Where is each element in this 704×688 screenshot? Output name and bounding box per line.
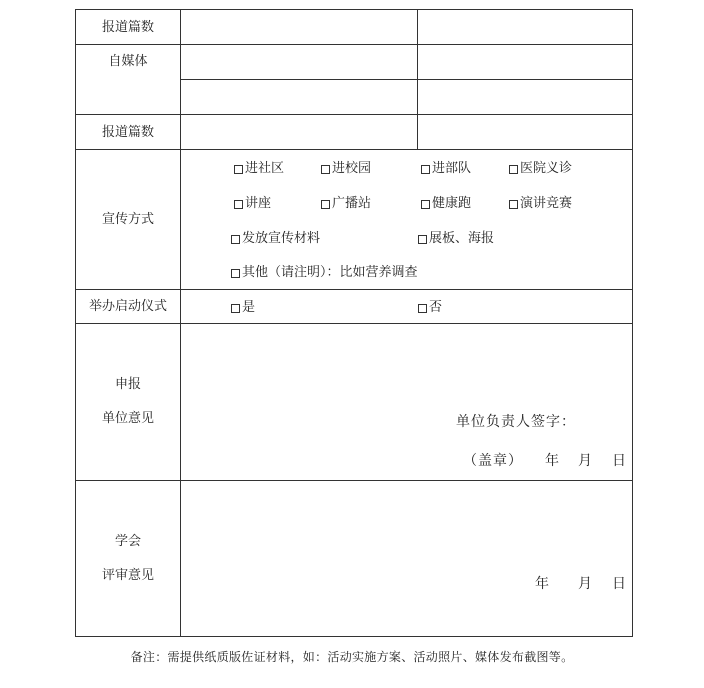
label-report-count-1: 报道篇数 [101,20,154,35]
option-health-run[interactable]: 健康跑 [421,196,471,212]
option-materials[interactable]: 发放宣传材料 [231,231,320,247]
checkbox-icon[interactable] [418,235,427,244]
row-divider [76,480,632,481]
footnote: 备注：需提供纸质版佐证材料，如：活动实施方案、活动照片、媒体发布截图等。 [130,650,574,664]
checkbox-icon[interactable] [234,165,243,174]
signature-label: 单位负责人签字： [456,414,576,430]
row-divider [76,323,632,324]
row-divider [76,114,632,115]
checkbox-icon[interactable] [509,165,518,174]
option-community[interactable]: 进社区 [234,161,284,177]
row-divider [76,149,632,150]
review-date-year: 年 [535,576,550,592]
review-date-day: 日 [612,576,627,592]
label-apply-opinion-2: 单位意见 [101,411,154,426]
option-lecture[interactable]: 讲座 [234,196,271,212]
label-apply-opinion-1: 申报 [114,377,141,392]
application-form-table [75,9,633,637]
option-clinic[interactable]: 医院义诊 [509,161,572,177]
option-campus[interactable]: 进校园 [321,161,371,177]
label-review-opinion-1: 学会 [114,534,141,549]
option-speech-contest[interactable]: 演讲竞赛 [509,196,572,212]
checkbox-icon[interactable] [321,200,330,209]
checkbox-icon[interactable] [509,200,518,209]
date-month: 月 [578,453,593,469]
option-no[interactable]: 否 [418,300,442,316]
label-promo-method: 宣传方式 [101,212,154,227]
checkbox-icon[interactable] [418,304,427,313]
checkbox-icon[interactable] [231,235,240,244]
review-date-month: 月 [578,576,593,592]
label-self-media: 自媒体 [108,54,148,69]
checkbox-icon[interactable] [231,304,240,313]
option-posters[interactable]: 展板、海报 [418,231,494,247]
row-divider [76,44,632,45]
checkbox-icon[interactable] [421,200,430,209]
checkbox-icon[interactable] [321,165,330,174]
checkbox-icon[interactable] [234,200,243,209]
column-divider [180,10,181,636]
label-report-count-2: 报道篇数 [101,125,154,140]
row-divider [180,79,632,80]
option-other[interactable]: 其他（请注明）：比如营养调查 [231,265,418,281]
date-day: 日 [612,453,627,469]
option-radio-station[interactable]: 广播站 [321,196,371,212]
column-divider [417,10,418,149]
option-army[interactable]: 进部队 [421,161,471,177]
label-launch-ceremony: 举办启动仪式 [88,299,167,314]
label-review-opinion-2: 评审意见 [101,568,154,583]
checkbox-icon[interactable] [231,269,240,278]
row-divider [76,289,632,290]
seal-label: （盖章） [463,453,523,469]
option-yes[interactable]: 是 [231,300,255,316]
date-year: 年 [545,453,560,469]
checkbox-icon[interactable] [421,165,430,174]
